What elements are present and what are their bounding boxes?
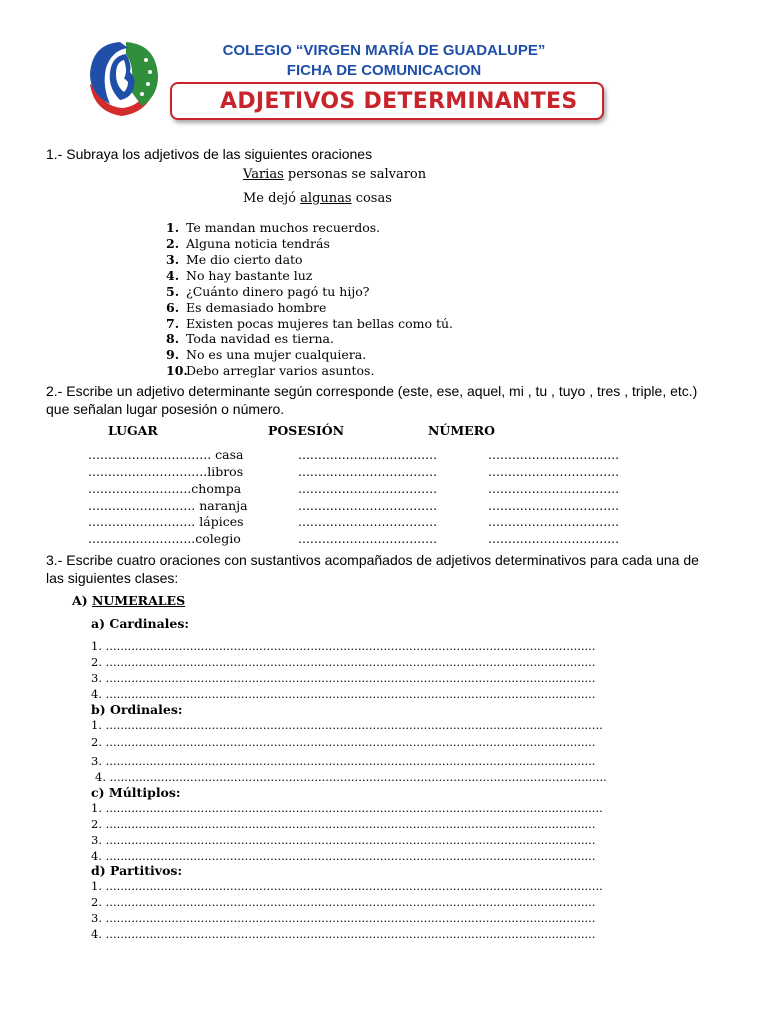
example-adjective: Varias <box>243 167 284 182</box>
numero-cell[interactable]: ................................. <box>488 481 620 496</box>
q3-prompt-line1: 3.- Escribe cuatro oraciones con sustantivos acompañados de adjetivos determinativos para cada una de <box>46 552 699 568</box>
answer-line[interactable]: 1. ...................................................................................................................................... <box>91 639 596 653</box>
numero-cell[interactable]: ................................. <box>488 514 620 529</box>
lugar-cell[interactable]: ........................... naranja <box>88 498 248 513</box>
example-rest: personas se salvaron <box>283 167 427 182</box>
sheet-subtitle: FICHA DE COMUNICACION <box>286 62 482 79</box>
answer-line[interactable]: 2. ...................................................................................................................................... <box>91 735 596 749</box>
section-title: NUMERALES <box>91 593 186 608</box>
answer-line[interactable]: 1. ........................................................................................................................................ <box>91 718 603 732</box>
answer-line[interactable]: 4. ........................................................................................................................................ <box>95 770 607 784</box>
group-title: c) Múltiplos: <box>91 785 181 800</box>
answer-line[interactable]: 4. ...................................................................................................................................... <box>91 927 596 941</box>
group-title: a) Cardinales: <box>91 616 190 631</box>
lugar-cell[interactable]: ............................... casa <box>88 447 244 462</box>
answer-line[interactable]: 3. ...................................................................................................................................... <box>91 833 596 847</box>
answer-line[interactable]: 2. ...................................................................................................................................... <box>91 817 596 831</box>
example-before: Me dejó <box>243 191 301 206</box>
numero-cell[interactable]: ................................. <box>488 464 620 479</box>
q1-prompt: 1.- Subraya los adjetivos de las siguientes oraciones <box>46 146 373 162</box>
answer-line[interactable]: 2. ...................................................................................................................................... <box>91 895 596 909</box>
answer-line[interactable]: 4. ...................................................................................................................................... <box>91 849 596 863</box>
col-posesion-header: POSESIÓN <box>268 423 345 438</box>
q2-prompt-line2: que señalan lugar posesión o número. <box>46 401 285 417</box>
q1-item: 6. Es demasiado hombre <box>166 300 327 315</box>
lugar-cell[interactable]: ..........................chompa <box>88 481 242 496</box>
answer-line[interactable]: 3. ...................................................................................................................................... <box>91 754 596 768</box>
answer-line[interactable]: 3. ...................................................................................................................................... <box>91 911 596 925</box>
section-numerales <box>72 593 185 608</box>
posesion-cell[interactable]: ................................... <box>298 464 438 479</box>
q1-example-2 <box>243 191 392 206</box>
q1-example-1 <box>243 167 426 182</box>
posesion-cell[interactable]: ................................... <box>298 447 438 462</box>
q1-item: 8. Toda navidad es tierna. <box>166 331 334 346</box>
example-adjective: algunas <box>300 191 352 206</box>
section-letter: A) <box>72 593 88 608</box>
posesion-cell[interactable]: ................................... <box>298 498 438 513</box>
q1-item: 9. No es una mujer cualquiera. <box>166 347 367 362</box>
q1-item: 4. No hay bastante luz <box>166 268 313 283</box>
group-title: b) Ordinales: <box>91 702 183 717</box>
q1-item: 1. Te mandan muchos recuerdos. <box>166 220 381 235</box>
school-name: COLEGIO “VIRGEN MARÍA DE GUADALUPE” <box>222 42 546 59</box>
q1-item: 5. ¿Cuánto dinero pagó tu hijo? <box>166 284 370 299</box>
lugar-cell[interactable]: ...........................colegio <box>88 531 241 546</box>
lugar-cell[interactable]: ........................... lápices <box>88 514 244 529</box>
page-title: ADJETIVOS DETERMINANTES <box>220 89 578 114</box>
q1-item: 2. Alguna noticia tendrás <box>166 236 330 251</box>
example-after: cosas <box>351 191 392 206</box>
answer-line[interactable]: 4. ...................................................................................................................................... <box>91 687 596 701</box>
q2-prompt-line1: 2.- Escribe un adjetivo determinante según corresponde (este, ese, aquel, mi , tu , tuyo , tres , triple, etc.) <box>46 383 698 399</box>
answer-line[interactable]: 3. ...................................................................................................................................... <box>91 671 596 685</box>
col-numero-header: NÚMERO <box>428 423 495 438</box>
q1-item: 7. Existen pocas mujeres tan bellas como tú. <box>166 316 453 331</box>
numero-cell[interactable]: ................................. <box>488 531 620 546</box>
q3-prompt-line2: las siguientes clases: <box>46 570 179 586</box>
answer-line[interactable]: 2. ...................................................................................................................................... <box>91 655 596 669</box>
posesion-cell[interactable]: ................................... <box>298 531 438 546</box>
lugar-cell[interactable]: ..............................libros <box>88 464 244 479</box>
q1-item: 3. Me dio cierto dato <box>166 252 303 267</box>
numero-cell[interactable]: ................................. <box>488 447 620 462</box>
q1-item: 10.Debo arreglar varios asuntos. <box>166 363 375 378</box>
numero-cell[interactable]: ................................. <box>488 498 620 513</box>
col-lugar-header: LUGAR <box>108 423 158 438</box>
posesion-cell[interactable]: ................................... <box>298 481 438 496</box>
answer-line[interactable]: 1. ........................................................................................................................................ <box>91 879 603 893</box>
posesion-cell[interactable]: ................................... <box>298 514 438 529</box>
answer-line[interactable]: 1. ........................................................................................................................................ <box>91 801 603 815</box>
group-title: d) Partitivos: <box>91 863 183 878</box>
